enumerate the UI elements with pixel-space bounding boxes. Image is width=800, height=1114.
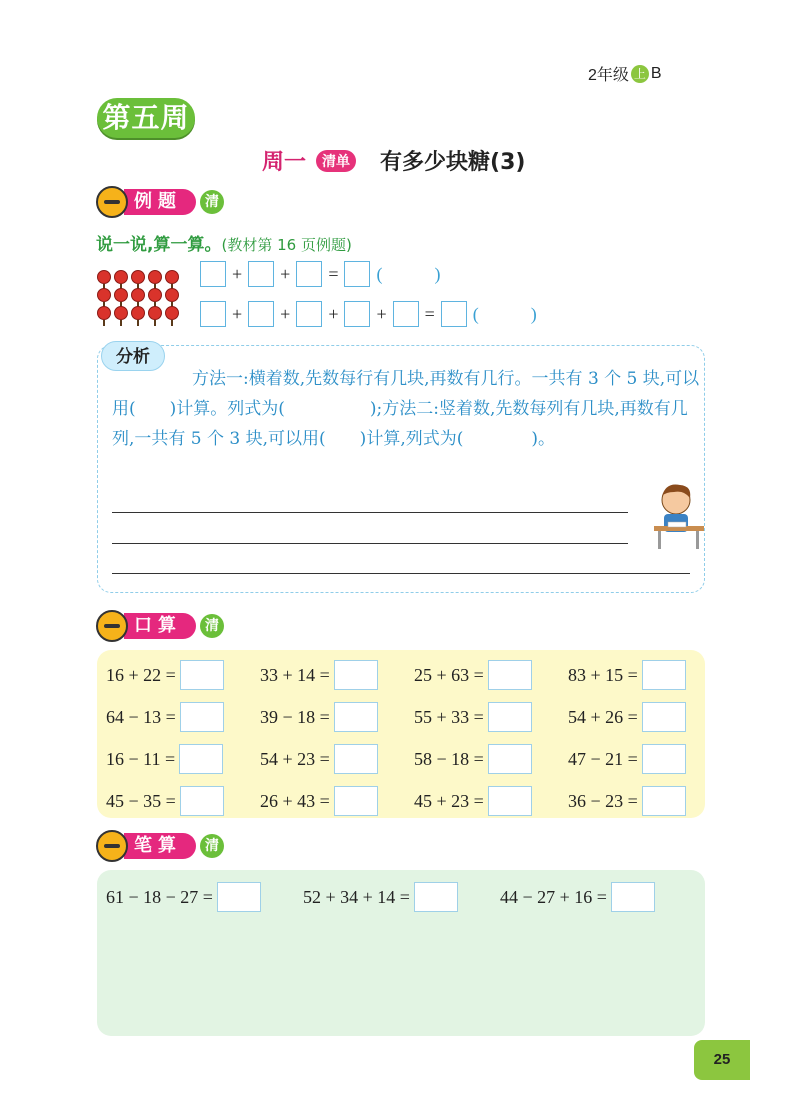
oral-exercise — [414, 660, 568, 690]
oral-exercise — [106, 744, 260, 774]
answer-box[interactable] — [441, 301, 467, 327]
candy-icon — [165, 288, 179, 302]
equals-sign: = — [328, 263, 339, 284]
expression: 39 − 18 = — [260, 706, 330, 727]
candy-icon — [114, 306, 128, 320]
oral-heading: 口算 — [124, 613, 196, 639]
expression: 26 + 43 = — [260, 790, 330, 811]
example-section-title — [96, 186, 224, 218]
candy-icon — [165, 270, 179, 284]
answer-box[interactable] — [248, 261, 274, 287]
plus-sign: + — [280, 263, 291, 284]
answer-box[interactable] — [488, 702, 532, 732]
writing-line[interactable] — [112, 543, 628, 544]
answer-box[interactable] — [393, 301, 419, 327]
expression: 16 − 11 = — [106, 748, 176, 769]
answer-box[interactable] — [334, 660, 378, 690]
paren-open: ( — [376, 263, 383, 284]
grade-semester-mark: 上 — [631, 65, 649, 83]
answer-box[interactable] — [217, 882, 261, 912]
answer-box[interactable] — [248, 301, 274, 327]
oral-exercise — [260, 660, 414, 690]
expression: 45 + 23 = — [414, 790, 484, 811]
oral-exercise — [106, 786, 260, 816]
candy-icon — [97, 270, 111, 284]
answer-box[interactable] — [488, 744, 532, 774]
expression: 55 + 33 = — [414, 706, 484, 727]
paren-open: ( — [472, 303, 479, 324]
answer-box[interactable] — [200, 261, 226, 287]
expression: 47 − 21 = — [568, 748, 638, 769]
expression: 54 + 23 = — [260, 748, 330, 769]
answer-box[interactable] — [296, 261, 322, 287]
expression: 36 − 23 = — [568, 790, 638, 811]
oral-exercise — [568, 744, 722, 774]
analysis-text: 方法一:横着数,先数每行有几块,再数有几行。一共有 3 个 5 块,可以用( )计算。列式为( );方法二:竖着数,先数每列有几块,再数有几列,一共有 5 个 3 块,可以用( )计算,列式为( )。 — [112, 369, 700, 449]
oral-exercise — [414, 702, 568, 732]
candy-icon — [148, 288, 162, 302]
expression: 58 − 18 = — [414, 748, 484, 769]
written-heading: 笔算 — [124, 833, 196, 859]
bee-icon — [96, 186, 128, 218]
equals-sign: = — [424, 303, 435, 324]
answer-box[interactable] — [200, 301, 226, 327]
oral-section-title — [96, 610, 224, 642]
candy-picture — [97, 270, 183, 320]
expression: 44 − 27 + 16 = — [499, 886, 607, 907]
expression: 64 − 13 = — [106, 706, 176, 727]
example-prompt — [96, 230, 352, 255]
answer-box[interactable] — [334, 744, 378, 774]
answer-box[interactable] — [611, 882, 655, 912]
expression: 54 + 26 = — [568, 706, 638, 727]
grade-suffix: B — [650, 64, 662, 82]
writing-line[interactable] — [112, 512, 628, 513]
candy-icon — [165, 306, 179, 320]
writing-line[interactable] — [112, 573, 690, 574]
unit-blank[interactable] — [473, 304, 537, 325]
answer-box[interactable] — [344, 301, 370, 327]
oral-exercise — [260, 744, 414, 774]
lesson-day: 周一 — [262, 150, 307, 175]
equation-row-1 — [200, 261, 440, 287]
grade-prefix: 2年级 — [588, 67, 629, 84]
written-exercise-row — [106, 882, 655, 912]
unit-blank[interactable] — [376, 264, 440, 285]
expression: 61 − 18 − 27 = — [106, 886, 213, 907]
candy-icon — [114, 270, 128, 284]
plus-sign: + — [328, 303, 339, 324]
analysis-tag: 分析 — [101, 341, 165, 371]
answer-box[interactable] — [488, 660, 532, 690]
lesson-topic: 有多少块糖(3) — [380, 150, 526, 175]
written-exercise — [303, 882, 458, 912]
answer-box[interactable] — [180, 786, 224, 816]
prompt-text: 说一说,算一算。 — [96, 235, 222, 255]
paren-close: ) — [434, 263, 441, 284]
qing-badge: 清 — [200, 190, 224, 214]
candy-icon — [114, 288, 128, 302]
bee-icon — [96, 610, 128, 642]
oral-exercise — [414, 786, 568, 816]
answer-box[interactable] — [180, 702, 224, 732]
written-exercise — [500, 882, 655, 912]
oral-exercise-grid — [106, 660, 706, 816]
answer-box[interactable] — [642, 660, 686, 690]
oral-exercise — [260, 786, 414, 816]
written-section-title — [96, 830, 224, 862]
answer-box[interactable] — [180, 660, 224, 690]
candy-icon — [148, 306, 162, 320]
bee-icon — [96, 830, 128, 862]
candy-icon — [97, 288, 111, 302]
answer-box[interactable] — [414, 882, 458, 912]
answer-box[interactable] — [179, 744, 223, 774]
plus-sign: + — [232, 303, 243, 324]
answer-box[interactable] — [642, 702, 686, 732]
plus-sign: + — [280, 303, 291, 324]
oral-exercise — [106, 660, 260, 690]
plus-sign: + — [376, 303, 387, 324]
expression: 52 + 34 + 14 = — [302, 886, 410, 907]
expression: 83 + 15 = — [568, 664, 638, 685]
equation-row-2 — [200, 301, 537, 327]
oral-exercise — [260, 702, 414, 732]
boy-studying-icon — [650, 480, 706, 552]
candy-icon — [148, 270, 162, 284]
plus-sign: + — [232, 263, 243, 284]
candy-icon — [131, 288, 145, 302]
expression: 33 + 14 = — [260, 664, 330, 685]
qing-badge: 清 — [200, 834, 224, 858]
answer-box[interactable] — [334, 786, 378, 816]
qing-badge: 清 — [200, 614, 224, 638]
lesson-title — [262, 145, 525, 176]
answer-box[interactable] — [296, 301, 322, 327]
week-label: 第五周 — [97, 98, 195, 138]
paren-close: ) — [530, 303, 537, 324]
answer-box[interactable] — [642, 786, 686, 816]
oral-exercise — [414, 744, 568, 774]
oral-exercise — [568, 702, 722, 732]
expression: 16 + 22 = — [106, 664, 176, 685]
expression: 45 − 35 = — [106, 790, 176, 811]
prompt-reference: (教材第 16 页例题) — [221, 236, 352, 254]
answer-box[interactable] — [642, 744, 686, 774]
oral-exercise — [568, 786, 722, 816]
candy-icon — [131, 270, 145, 284]
example-heading: 例题 — [124, 189, 196, 215]
lesson-badge: 清单 — [316, 150, 356, 172]
oral-exercise — [568, 660, 722, 690]
candy-icon — [97, 306, 111, 320]
candy-icon — [131, 306, 145, 320]
page-number: 25 — [694, 1040, 750, 1080]
oral-exercise — [106, 702, 260, 732]
expression: 25 + 63 = — [414, 664, 484, 685]
answer-box[interactable] — [488, 786, 532, 816]
answer-box[interactable] — [334, 702, 378, 732]
written-exercise — [106, 882, 261, 912]
answer-box[interactable] — [344, 261, 370, 287]
grade-label — [588, 62, 662, 85]
